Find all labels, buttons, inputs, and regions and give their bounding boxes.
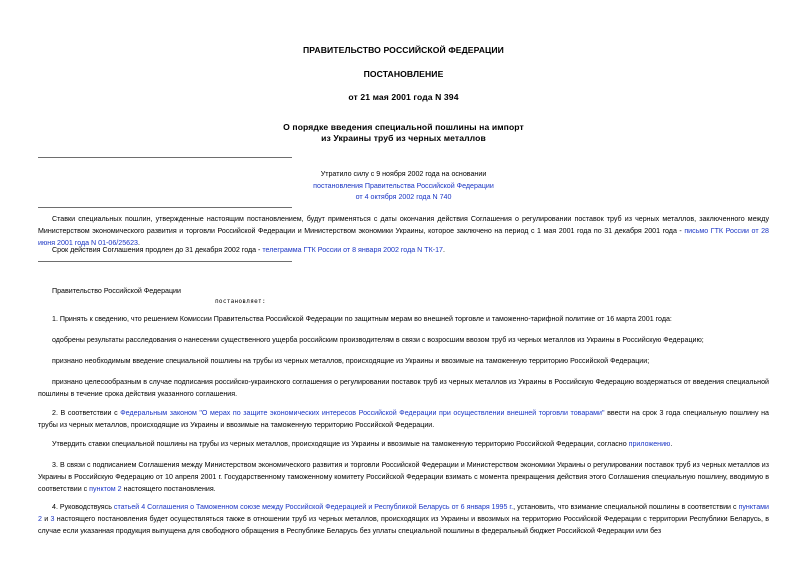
decree-word: постановляет:: [215, 298, 266, 305]
item-text: 2. В соответствии с: [52, 409, 121, 417]
punctuation: .: [442, 246, 445, 254]
item-2: [38, 407, 769, 431]
point-3-link[interactable]: 3: [50, 515, 55, 523]
note-text: Срок действия Соглашения продлен до 31 декабря 2002 года -: [52, 246, 263, 254]
repeal-decree-link[interactable]: постановления Правительства Российской Федерации: [313, 181, 494, 190]
gtk-telegram-link[interactable]: телеграмма ГТК России от 8 января 2002 года N ТК-17: [262, 246, 443, 254]
document-type: ПОСТАНОВЛЕНИЕ: [363, 69, 444, 79]
item-text: настоящего постановления.: [121, 485, 216, 493]
item-1-clause-b: признано необходимым введение специальной пошлины на трубы из черных металлов, происходящие из Украины и ввозимые на таможенную территорию Российской Федерации;: [52, 357, 650, 365]
appendix-link[interactable]: приложению: [628, 440, 671, 448]
item-text: 4. Руководствуясь: [52, 503, 114, 511]
item-1: 1. Принять к сведению, что решением Комиссии Правительства Российской Федерации по защитным мерам во внешней торговле и таможенно-тарифной политике от 16 марта 2001 года:: [52, 315, 672, 323]
status-line: Утратило силу с 9 ноября 2002 года на основании: [320, 170, 487, 178]
item-text: и: [41, 515, 51, 523]
divider: [38, 261, 292, 262]
status-note: [0, 169, 807, 204]
item-1-clause-a: одобрены результаты расследования о нанесении существенного ущерба российским производителям в связи с возросшим ввозом труб из черных металлов из Украины в Российскую Федерацию;: [52, 336, 704, 344]
note-paragraph: [52, 244, 769, 256]
document-title-line-2: из Украины труб из черных металлов: [321, 133, 486, 143]
item-1-clause-c: признано целесообразным в случае подписания российско-украинского соглашения о регулировании поставок труб из черных металлов из Украины в Российскую Федерацию воздержаться от введения специальной пошлины в течение срока действия указанного соглашения.: [38, 378, 769, 398]
divider: [38, 207, 292, 208]
government-heading: ПРАВИТЕЛЬСТВО РОССИЙСКОЙ ФЕДЕРАЦИИ: [303, 45, 504, 55]
item-3: [38, 459, 769, 495]
item-text: настоящего постановления будет осуществляться также в отношении труб из черных металлов, происходящих из Украины и ввозимых на территорию Российской Федерации с территории Республики Беларусь, в случае если указанная продукция выпущена для свободного обращения в Республике Беларусь без уплаты специальной пошлины в федеральный бюджет Российской Федерации или без: [38, 515, 770, 535]
repeal-decree-date-link[interactable]: от 4 октября 2002 года N 740: [355, 193, 452, 201]
punctuation: .: [670, 440, 673, 448]
item-text: , установить, что взимание специальной пошлины в соответствии с: [513, 503, 739, 511]
document-title-line-1: О порядке введения специальной пошлины на импорт: [283, 122, 524, 132]
item-text: ввести на срок 3 года специальную пошлину на трубы из черных металлов, происходящие из Украины и ввозимые на таможенную территорию Российской Федерации.: [38, 409, 769, 429]
punctuation: .: [137, 239, 140, 247]
point-2-link[interactable]: пунктом 2: [89, 485, 122, 493]
federal-law-link[interactable]: Федеральным законом "О мерах по защите экономических интересов Российской Федерации при осуществлении внешней торговли товарами": [120, 409, 605, 417]
item-text: Утвердить ставки специальной пошлины на трубы из черных металлов, происходящие из Украины и ввозимые на таможенную территорию Российской Федерации, согласно: [52, 440, 629, 448]
gtk-letter-link[interactable]: письмо ГТК России от 28 июня 2001 года N 01-06/25623: [38, 227, 770, 247]
item-4: [38, 501, 769, 537]
note-text: Ставки специальных пошлин, утвержденные настоящим постановлением, будут применяться с даты окончания действия Соглашения о регулировании поставок труб из черных металлов, заключенного между Министерством экономического развития и торговли Российской Федерации и Министерством экономики Украины, которое заключено на период с 1 мая 2001 года по 31 декабря 2001 года -: [38, 215, 769, 235]
customs-union-agreement-link[interactable]: статьей 4 Соглашения о Таможенном союзе между Российской Федерацией и Республикой Беларусь от 6 января 1995 г.: [113, 503, 514, 511]
government-line: Правительство Российской Федерации: [52, 287, 181, 295]
points-2-link[interactable]: пунктами 2: [38, 503, 769, 523]
document-date-number: от 21 мая 2001 года N 394: [348, 92, 459, 102]
item-text: 3. В связи с подписанием Соглашения между Министерством экономического развития и торговли Российской Федерации и Министерством экономики Украины о регулировании поставок труб из черных металлов из Украины в Российскую Федерацию от 10 апреля 2001 г. Государственному таможенному комитету Российской Федерации взимать с момента прекращения действия этого Соглашения специальную пошлину, вводимую в соответствии с: [38, 461, 769, 493]
item-2-rates: [52, 438, 769, 450]
divider: [38, 157, 292, 158]
